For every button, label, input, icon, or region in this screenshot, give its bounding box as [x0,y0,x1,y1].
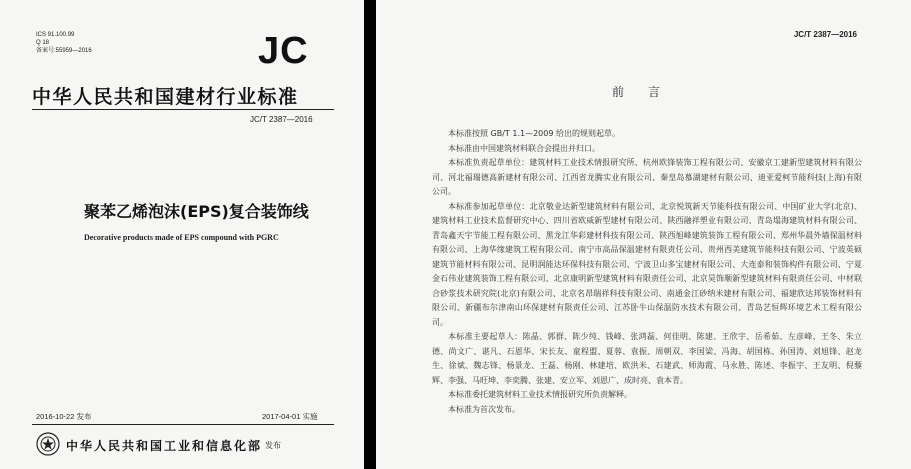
preface-body [432,127,862,417]
standard-title: 中华人民共和国建材行业标准 [32,86,299,108]
implement-date: 2017-04-01 实施 [262,412,318,421]
preface-paragraph: 本标准委托建筑材料工业技术情报研究所负责解释。 [448,390,632,399]
ics-code: ICS 91.100.99 [36,32,75,38]
product-title-cn: 聚苯乙烯泡沫(EPS)复合装饰线 [84,202,309,221]
preface-page [376,0,911,469]
record-number: 备案号:55959—2016 [36,48,92,54]
ccs-code: Q 18 [36,40,50,46]
header-standard-number: JC/T 2387—2016 [793,30,857,39]
footer-divider [32,424,334,425]
title-divider [32,109,334,110]
preface-paragraph: 本标准负责起草单位：建筑材料工业技术情报研究所、杭州欧锋装饰工程有限公司、安徽京工建新型建筑材料有限公司、河北福瑞德高新建材有限公司、江西省龙腾实业有限公司、秦皇岛慕湖建材有限公司、迪亚爱柯节能科技(上海)有限公司。 [432,158,862,196]
issue-date: 2016-10-22 发布 [36,412,92,421]
ministry-emblem-icon [36,432,60,456]
preface-paragraph: 本标准由中国建筑材料联合会提出并归口。 [448,143,600,153]
standard-number: JC/T 2387—2016 [250,115,313,124]
classification-block [36,31,92,55]
jc-logo: JC [258,30,309,72]
preface-paragraph: 本标准参加起草单位：北京敬业达新型建筑材料有限公司、北京悦筑新天节能科技有限公司、中国矿业大学(北京)、建筑材料工业技术监督研究中心、四川省欧威新型建材有限公司、陕西融祥塑业有限公司、青岛塌海建筑材料有限公司、青岛鑫天宇节能工程有限公司、黑龙江华彩建材科技有限公司、陕西旭峰建筑装饰工程有限公司、郑州华晨外墙保温材料有限公司、上海华缘建筑工程有限公司、南宁市高品保温建材有限责任公司、贵州西美建筑节能科技有限公司、宁波英硕建筑节能材料有限公司、昆明润能达环保科技有限公司、宁波卫山多宝建材有限公司、大连泰和装饰构件有限公司、宁夏金石伟业建筑装饰工程有限公司、北京康明新型建筑材料有限责任公司、北京昊饰顺新型建筑材料有限责任公司、中材联合砂浆技术研究院(北京)有限公司、北京名昂瑞祥科技有限公司、南通金江砂纳米建材有限公司、福建欣达邦装饰材料有限公司、新疆布尔津南山环保建材有限责任公司、江苏卧牛山保温防水技术有限公司、青岛艺恒辉环境艺术工程有限公司。 [432,201,862,327]
preface-paragraph: 本标准按照 GB/T 1.1—2009 给出的规则起草。 [448,129,620,138]
cover-page [0,0,364,469]
preface-paragraph: 本标准为首次发布。 [448,404,520,414]
preface-paragraph: 本标准主要起草人：陈晶、郭群、陈少纯、钱峰、张鸿磊、何佳明、陈建、王欣宇、岳希茹、左彦峰、王冬、朱立德、尚文广、谌凡、石恩华、宋长友、童程盟、夏蓉、袁振、周朝双、李国梁、冯海、胡国栋、孙国涛、刘旭锋、赵龙生、徐斌、魏志锋、杨景龙、王磊、杨刚、林建培、欧洪米、石建武、师海霞、马永胜、陈述、李振宇、王友明、倪藜辉、李强、马旺坤、李奕腾、张建、安立军、刘恩广、成时亮、袁本青。 [432,332,862,385]
publish-label: 发布 [265,441,281,450]
ministry-name: 中华人民共和国工业和信息化部 [66,439,263,453]
preface-heading: 前言 [612,85,685,99]
product-title-en: Decorative products made of EPS compound with PGRC [84,233,279,242]
